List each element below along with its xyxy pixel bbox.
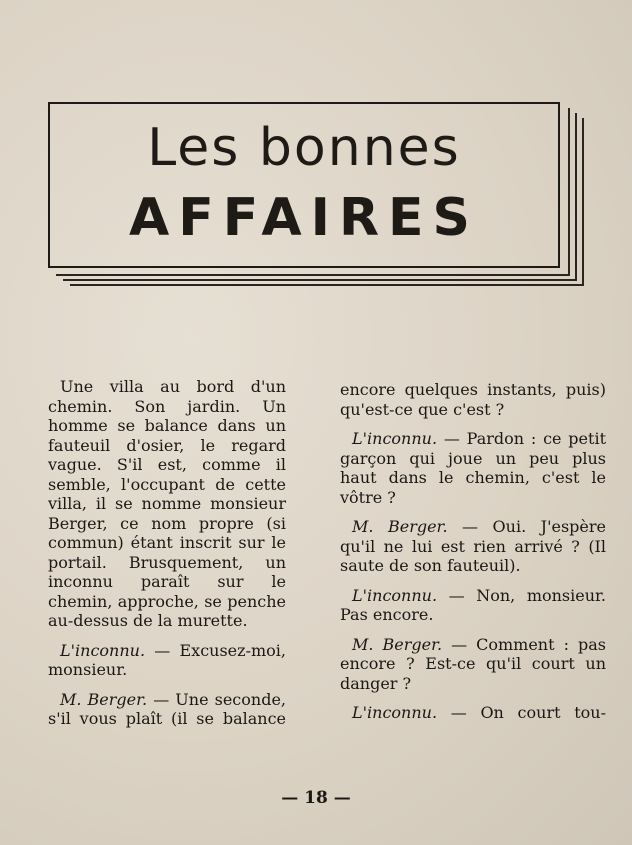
speaker-name: L'inconnu.	[352, 585, 438, 605]
dialogue-line	[340, 703, 606, 723]
speaker-name: L'inconnu.	[60, 640, 146, 660]
dialogue-text: — Une seconde, s'il vous plaît (il se balance	[48, 689, 287, 728]
speaker-name: M. Berger.	[352, 634, 443, 654]
dialogue-text: — Oui. J'espère qu'il ne lui est rien arrivé ? (Il saute de son fauteuil).	[340, 517, 607, 575]
title-box	[48, 102, 560, 268]
dialogue-text: — Comment : pas encore ? Est-ce qu'il court un danger ?	[340, 634, 606, 693]
speaker-name: M. Berger.	[352, 517, 448, 536]
left-column	[48, 377, 286, 739]
dialogue-line	[340, 429, 606, 507]
dialogue-text: — Excusez-moi, monsieur.	[48, 640, 286, 679]
dialogue-text: — Non, monsieur. Pas encore.	[340, 585, 606, 624]
speaker-name: L'inconnu.	[352, 703, 438, 722]
title-line-2: AFFAIRES	[129, 188, 479, 248]
dialogue-text: — Pardon : ce petit garçon qui joue un peu plus haut dans le chemin, c'est le vôtre ?	[340, 429, 606, 507]
dialogue-line	[48, 690, 286, 729]
dialogue-line	[340, 586, 606, 625]
speaker-name: L'inconnu.	[352, 429, 438, 448]
page-number: — 18 —	[281, 788, 351, 808]
speaker-name: M. Berger.	[60, 689, 148, 709]
paragraph-intro: Une villa au bord d'un chemin. Son jardin. Un homme se balance dans un fauteuil d'osier, le regard vague. S'il est, comme il semble, l'occupant de cette villa, il se nomme monsieur Berger, ce nom propre (si commun) étant inscrit sur le portail. Brusquement, un inconnu paraît sur le chemin, approche, se penche au-dessus de la murette.	[48, 377, 286, 630]
title-frame	[48, 102, 564, 274]
paragraph-continuation: encore quelques instants, puis) qu'est-ce que c'est ?	[340, 380, 606, 419]
right-column	[340, 380, 606, 733]
title-line-1: Les bonnes	[147, 118, 461, 178]
dialogue-line	[48, 641, 286, 680]
dialogue-line	[340, 517, 606, 576]
dialogue-line	[340, 635, 606, 694]
dialogue-text: — On court tou-	[437, 703, 606, 722]
